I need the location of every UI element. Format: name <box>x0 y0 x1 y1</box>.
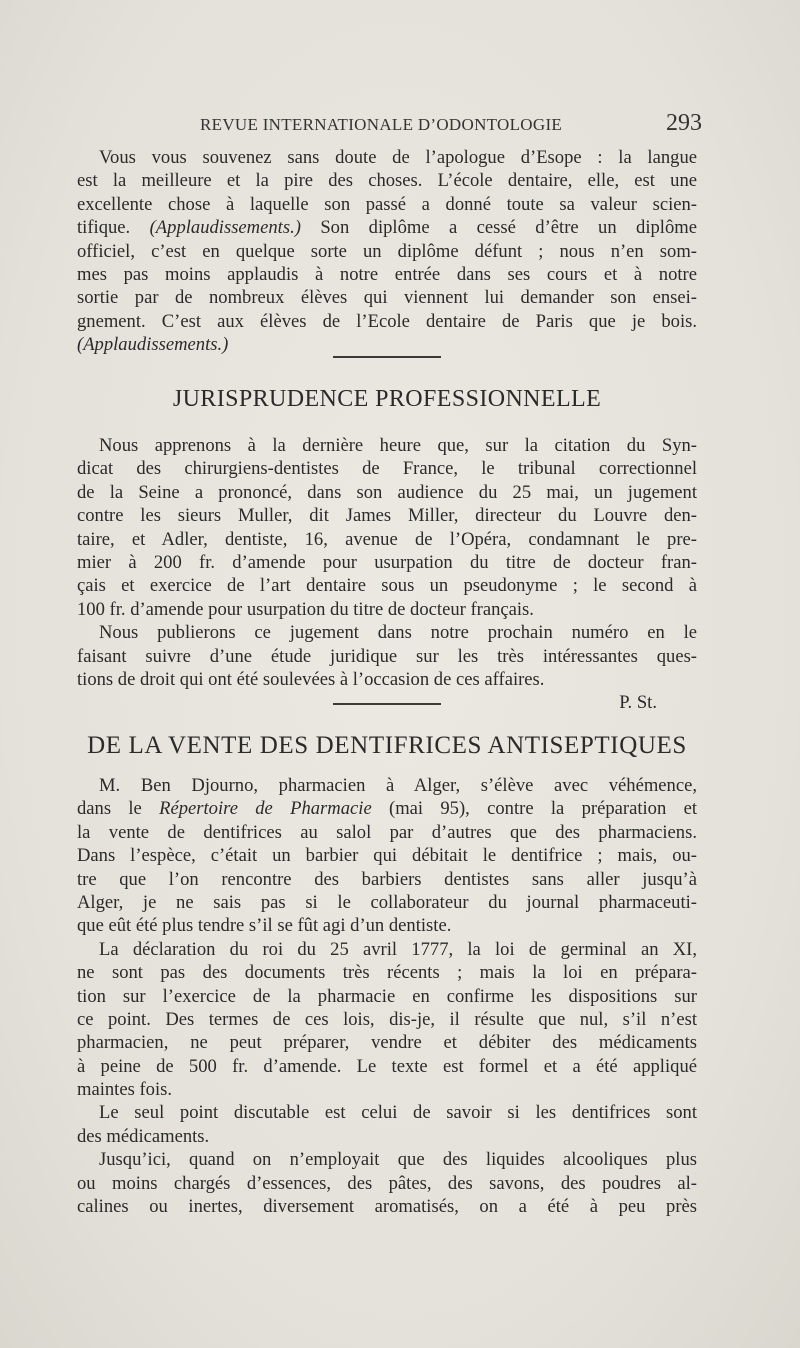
text-line: Nous apprenons à la dernière heure que, sur la citation du Syn- <box>99 435 697 456</box>
text-line: gnement. C’est aux élèves de l’Ecole dentaire de Paris que je bois. <box>77 310 697 332</box>
text-line: sortie par de nombreux élèves qui viennent lui demander son ensei- <box>77 287 697 309</box>
text-line: dicat des chirurgiens-dentistes de France, le tribunal correctionnel <box>77 458 697 480</box>
text-line: tre que l’on rencontre des barbiers dentistes sans aller jusqu’à <box>77 868 697 890</box>
text-line: Vous vous souvenez sans doute de l’apologue d’Esope : la langue <box>99 147 697 168</box>
text-line: la vente de dentifrices au salol par d’autres que des pharmaciens. <box>77 821 697 843</box>
text-line: que eût été plus tendre s’il se fût agi d’un dentiste. <box>77 915 452 937</box>
text-line: taire, et Adler, dentiste, 16, avenue de l’Opéra, condamnant le pre- <box>77 528 697 550</box>
jurisprudence-body <box>77 434 697 715</box>
text-line: ce point. Des termes de ces lois, dis-je, il résulte que nul, s’il n’est <box>77 1008 697 1030</box>
author-signature: P. St. <box>619 692 657 714</box>
text-line: calines ou inertes, diversement aromatisés, on a été à peu près <box>77 1196 697 1218</box>
text-line: mier à 200 fr. d’amende pour usurpation du titre de docteur fran- <box>77 551 697 573</box>
text-line: tion sur l’exercice de la pharmacie en confirme les dispositions sur <box>77 985 697 1007</box>
text-line: M. Ben Djourno, pharmacien à Alger, s’élève avec véhémence, <box>99 775 697 796</box>
text-line: officiel, c’est en quelque sorte un diplôme défunt ; nous n’en som- <box>77 240 697 262</box>
text-line: dans le Répertoire de Pharmacie (mai 95), contre la préparation et <box>77 798 697 820</box>
section-title-jurisprudence: JURISPRUDENCE PROFESSIONNELLE <box>172 386 602 412</box>
section-title-dentifrices: DE LA VENTE DES DENTIFRICES ANTISEPTIQUES <box>87 732 687 759</box>
page-header <box>200 112 702 138</box>
text-line: (Applaudissements.) <box>77 334 229 356</box>
text-line: faisant suivre d’une étude juridique sur les très intéressantes ques- <box>77 645 697 667</box>
running-title: REVUE INTERNATIONALE D’ODONTOLOGIE <box>200 115 563 134</box>
dentifrices-body <box>77 774 697 1218</box>
text-line: mes pas moins applaudis à notre entrée dans ses cours et à notre <box>77 263 697 285</box>
text-line: excellente chose à laquelle son passé a donné toute sa valeur scien- <box>77 193 697 215</box>
intro-paragraph <box>77 146 697 357</box>
text-line: 100 fr. d’amende pour usurpation du titre de docteur français. <box>77 598 534 620</box>
text-line: Le seul point discutable est celui de savoir si les dentifrices sont <box>99 1102 697 1124</box>
text-line: çais et exercice de l’art dentaire sous un pseudonyme ; le second à <box>77 575 697 597</box>
text-line: à peine de 500 fr. d’amende. Le texte est formel et a été appliqué <box>77 1055 697 1077</box>
page-number: 293 <box>666 110 702 136</box>
section-divider <box>333 703 441 705</box>
text-line: pharmacien, ne peut préparer, vendre et débiter des médicaments <box>77 1032 697 1054</box>
text-line: maintes fois. <box>77 1079 173 1101</box>
text-line: ou moins chargés d’essences, des pâtes, des savons, des poudres al- <box>77 1172 697 1194</box>
text-line: Alger, je ne sais pas si le collaborateur du journal pharmaceuti- <box>77 891 697 913</box>
text-line: tifique. (Applaudissements.) Son diplôme a cessé d’être un diplôme <box>77 217 697 239</box>
text-line: ne sont pas des documents très récents ; mais la loi en prépara- <box>77 962 697 984</box>
section-divider <box>333 356 441 358</box>
text-line: est la meilleure et la pire des choses. L’école dentaire, elle, est une <box>77 170 697 192</box>
text-line: Dans l’espèce, c’était un barbier qui débitait le dentifrice ; mais, ou- <box>77 845 697 867</box>
text-line: des médicaments. <box>77 1125 210 1147</box>
text-line: La déclaration du roi du 25 avril 1777, la loi de germinal an XI, <box>99 938 697 960</box>
text-line: tions de droit qui ont été soulevées à l’occasion de ces affaires. <box>77 668 545 690</box>
text-line: contre les sieurs Muller, dit James Miller, directeur du Louvre den- <box>77 505 697 527</box>
text-line: Jusqu’ici, quand on n’employait que des liquides alcooliques plus <box>99 1149 697 1171</box>
text-line: de la Seine a prononcé, dans son audience du 25 mai, un jugement <box>77 481 697 503</box>
text-line: Nous publierons ce jugement dans notre prochain numéro en le <box>99 622 697 644</box>
